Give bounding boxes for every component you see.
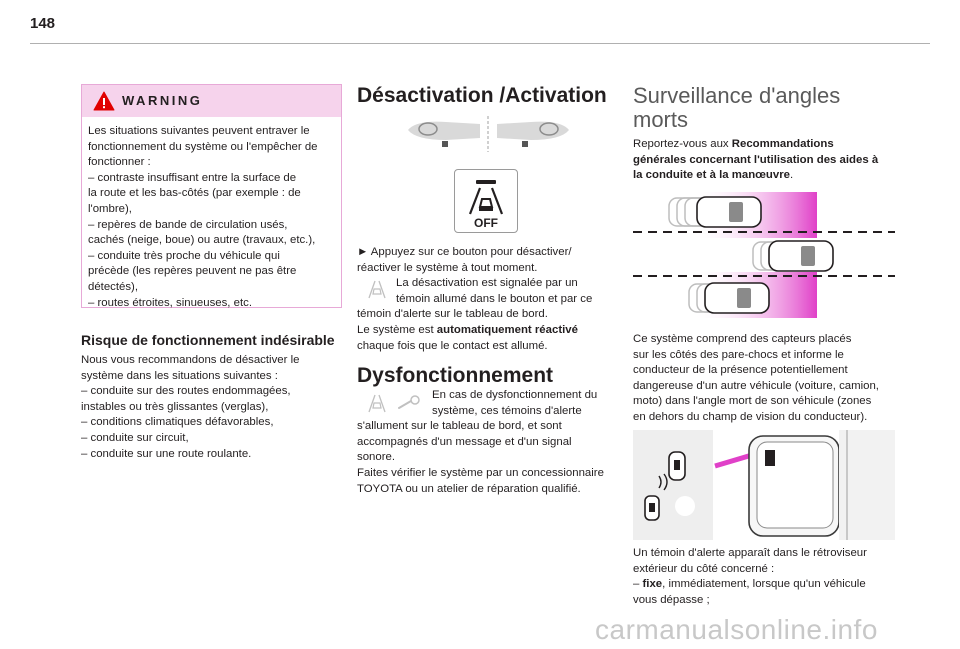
risk-heading: Risque de fonctionnement indésirable [81, 332, 335, 348]
blind-spot-heading: Surveillance d'angles morts [633, 83, 841, 132]
lane-warning-light-icon [365, 278, 389, 300]
warning-triangle-icon [93, 91, 115, 111]
off-label: OFF [474, 216, 498, 230]
lane-fault-light-icon [365, 392, 389, 414]
risk-text: Nous vous recommandons de désactiver le système dans les situations suivantes : – conduite sur des routes endommagées, instables ou très glissantes (verglas), – conditions climatiques défavorables, – conduite sur circuit, – conduite sur une route roulante. [81, 354, 300, 460]
top-divider [30, 43, 930, 44]
warning-title: WARNING [122, 93, 203, 108]
lane-assist-off-button[interactable] [454, 169, 518, 233]
warning-box [81, 84, 342, 308]
warning-text: Les situations suivantes peuvent entraver le fonctionnement du système ou l'empêcher de fonctionner : – contraste insuffisant entre la surface de la route et les bas-côtés (par exemple : de l'ombre), – repères de bande de circulation usés, cachés (neige, boue) ou autre (travaux, etc.), – conduite très proche du véhicule qui précède (les repères peuvent ne pas être détectés), – routes étroites, sinueuses, etc. [88, 125, 318, 309]
deactivation-text: ► Appuyez sur ce bouton pour désactiver/ réactiver le système à tout moment. La désactivation est signalée par un témoin allumé dans le bouton et par ce témoin d'alerte sur le tableau de bord. Le système est automatiquement réactivé chaque fois que le contact est allumé. [357, 246, 593, 352]
blind-spot-description: Ce système comprend des capteurs placés sur les côtés des pare-chocs et informe le conducteur de la présence potentiellement dangereuse d'un autre véhicule (voiture, camion, moto) dans l'angle mort de son véhicule (zones en dehors du champ de vision du conducteur). [633, 333, 879, 423]
blind-spot-intro: Reportez-vous aux Recommandations générales concernant l'utilisation des aides à la conduite et à la manœuvre. [633, 138, 879, 182]
malfunction-text: En cas de dysfonctionnement du système, ces témoins d'alerte s'allument sur le tableau de bord, et sont accompagnés d'un message et d'un signal sonore. Faites vérifier le système par un concessionnaire TOYOTA ou un atelier de réparation qualifié. [357, 389, 604, 495]
page-number: 148 [30, 15, 56, 32]
warning-header [82, 85, 341, 117]
wrench-icon [397, 395, 423, 411]
deactivation-heading: Désactivation /Activation [357, 84, 607, 107]
lane-departure-off-icon [455, 170, 517, 232]
watermark: carmanualsonline.info [595, 614, 878, 645]
dashboard-location-illustration [406, 114, 571, 156]
blind-spot-zones-illustration [633, 190, 895, 322]
mirror-warning-illustration [633, 430, 895, 540]
mirror-warning-text: Un témoin d'alerte apparaît dans le rétroviseur extérieur du côté concerné : – fixe, immédiatement, lorsque qu'un véhicule vous dépasse ; [633, 547, 867, 606]
malfunction-heading: Dysfonctionnement [357, 364, 554, 387]
